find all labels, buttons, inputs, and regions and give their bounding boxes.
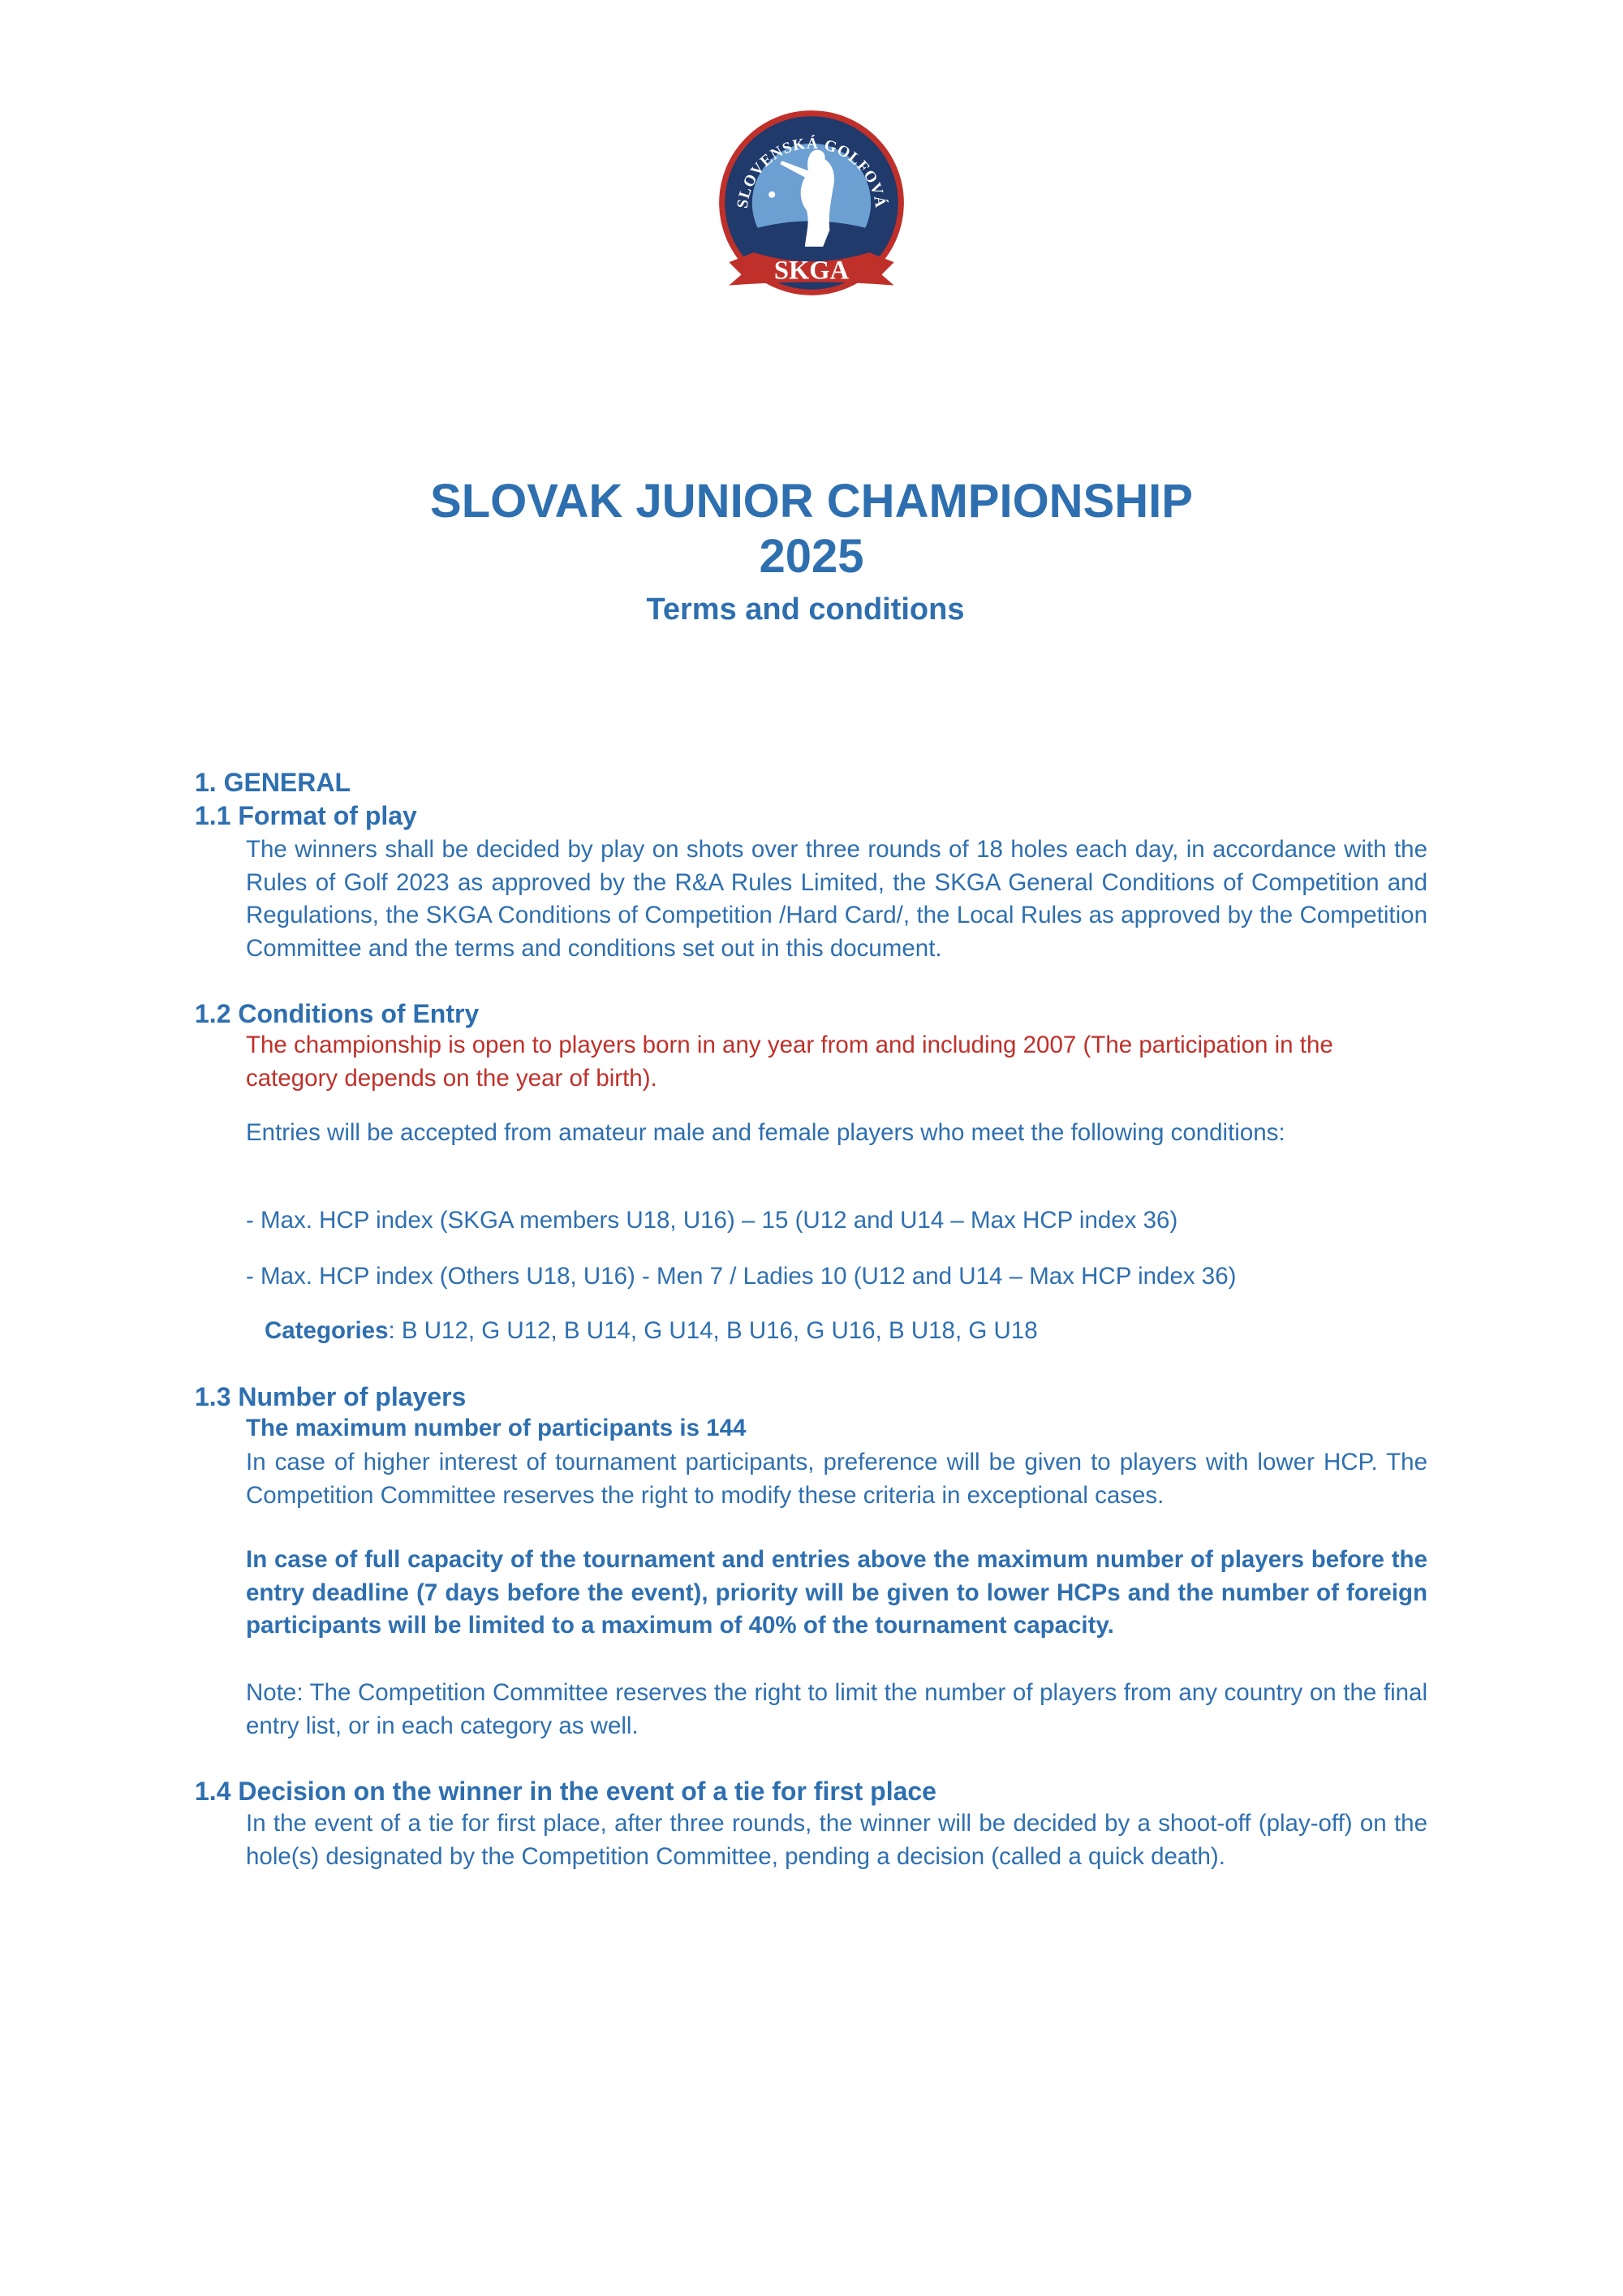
section-1-3-heading: 1.3 Number of players [195, 1382, 467, 1411]
eligibility-text: The championship is open to players born in any year from and including 2007 (The participation in the category depends on the year of birth). [246, 1032, 1333, 1092]
svg-text:SKGA: SKGA [773, 256, 850, 286]
section-1-1-heading: 1.1 Format of play [195, 801, 417, 830]
svg-text:SLOVENSKÁ GOLFOVÁ ASOCIÁCIA: SLOVENSKÁ GOLFOVÁ [734, 135, 889, 209]
condition-2: - Max. HCP index (Others U18, U16) - Men 7 / Ladies 10 (U12 and U14 – Max HCP index 36) [246, 1263, 1237, 1290]
section-1-3-note: Note: The Competition Committee reserves the right to limit the number of players from any country on the final entry list, or in each category as well. [246, 1679, 1427, 1739]
condition-1: - Max. HCP index (SKGA members U18, U16) – 15 (U12 and U14 – Max HCP index 36) [246, 1207, 1178, 1234]
capacity-rule: In case of full capacity of the tournament and entries above the maximum number of players before the entry deadline (7 days before the event), priority will be given to lower HCPs and the number of foreign participants will be limited to a maximum of 40% of the tournament capacity. [246, 1546, 1427, 1639]
section-1-4-text: In the event of a tie for first place, after three rounds, the winner will be decided by a shoot-off (play-off) on the hole(s) designated by the Competition Committee, pending a decision (called a quick death). [246, 1810, 1427, 1870]
section-general-heading: 1. GENERAL [195, 768, 351, 797]
document-title: SLOVAK JUNIOR CHAMPIONSHIP [430, 475, 1193, 528]
skga-logo [712, 106, 911, 304]
section-1-4-heading: 1.4 Decision on the winner in the event of a tie for first place [195, 1777, 936, 1806]
section-1-2-heading: 1.2 Conditions of Entry [195, 999, 480, 1028]
entries-text: Entries will be accepted from amateur male and female players who meet the following conditions: [246, 1119, 1285, 1146]
section-1-3-text: In case of higher interest of tournament participants, preference will be given to players with lower HCP. The Competition Committee reserves the right to modify these criteria in exceptional cases. [246, 1449, 1427, 1509]
document-subtitle: Terms and conditions [646, 592, 965, 627]
categories-value: : B U12, G U12, B U14, G U14, B U16, G U16, B U18, G U18 [388, 1317, 1038, 1344]
document-year: 2025 [759, 530, 864, 583]
max-participants: The maximum number of participants is 144 [246, 1415, 747, 1441]
categories-label: Categories [265, 1317, 389, 1344]
categories-line [265, 1315, 1446, 1348]
section-1-1-text: The winners shall be decided by play on shots over three rounds of 18 holes each day, in accordance with the Rules of Golf 2023 as approved by the R&A Rules Limited, the SKGA General Conditions of Competition and Regulations, the SKGA Conditions of Competition /Hard Card/, the Local Rules as approved by the Competition Committee and the terms and conditions set out in this document. [246, 836, 1427, 962]
skga-logo-image [712, 106, 911, 304]
